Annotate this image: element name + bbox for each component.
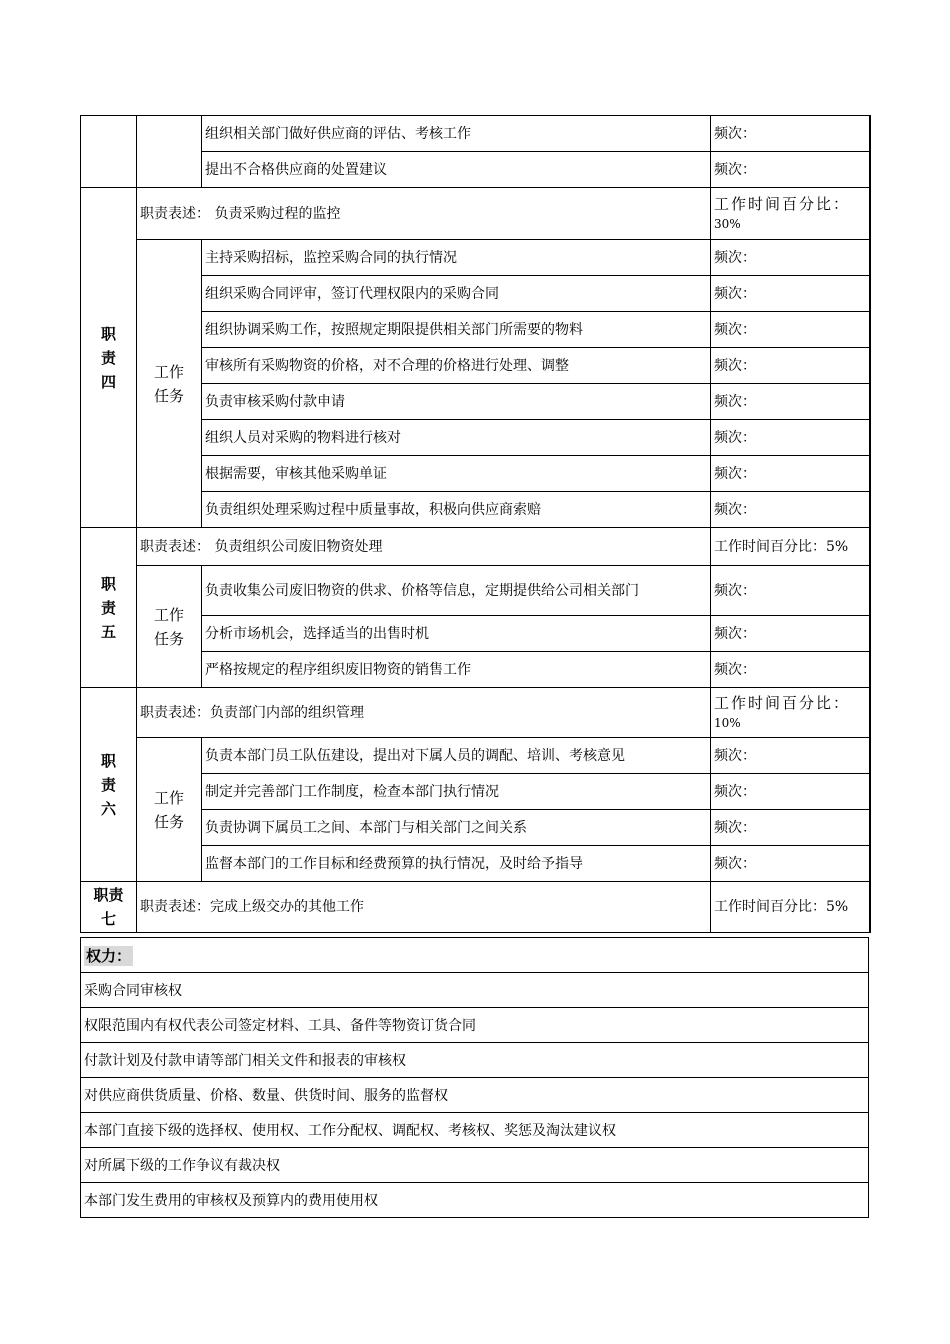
- label-char: 责: [100, 348, 116, 367]
- task-text: 负责收集公司废旧物资的供求、价格等信息，定期提供给公司相关部门: [202, 566, 711, 616]
- power-table: [80, 937, 869, 1218]
- table-row: [81, 938, 869, 973]
- table-row: [81, 116, 870, 152]
- task-text: 制定并完善部门工作制度，检查本部门执行情况: [202, 774, 711, 810]
- frequency-cell: 频次：: [711, 116, 870, 152]
- frequency-cell: 频次：: [711, 152, 870, 188]
- power-heading: [81, 938, 869, 973]
- frequency-cell: 频次：: [711, 240, 870, 276]
- label-char: 责: [100, 598, 116, 617]
- frequency-cell: 频次：: [711, 456, 870, 492]
- label-char: 职责: [93, 886, 124, 904]
- frequency-cell: 频次：: [711, 492, 870, 528]
- frequency-cell: 频次：: [711, 810, 870, 846]
- table-row: [81, 1113, 869, 1148]
- task-text: 负责审核采购付款申请: [202, 384, 711, 420]
- table-row: [81, 528, 870, 566]
- table-row: [81, 973, 869, 1008]
- table-row: [81, 1183, 869, 1218]
- duty6-time-ratio: [711, 688, 870, 738]
- table-row: [81, 566, 870, 616]
- label-char: 四: [100, 372, 116, 391]
- frequency-cell: 频次：: [711, 566, 870, 616]
- table-row: [81, 1043, 869, 1078]
- label-char: 职: [100, 574, 116, 593]
- task-text: 审核所有采购物资的价格，对不合理的价格进行处理、调整: [202, 348, 711, 384]
- task-text: 组织采购合同评审，签订代理权限内的采购合同: [202, 276, 711, 312]
- table-row: [81, 1008, 869, 1043]
- label-char: 五: [100, 622, 116, 641]
- task-text: 组织人员对采购的物料进行核对: [202, 420, 711, 456]
- frequency-cell: 频次：: [711, 774, 870, 810]
- power-item: 本部门直接下级的选择权、使用权、工作分配权、调配权、考核权、奖惩及淘汰建议权: [81, 1113, 869, 1148]
- table-row: [81, 738, 870, 774]
- task-label-line: 工作: [153, 788, 184, 807]
- power-item: 对所属下级的工作争议有裁决权: [81, 1148, 869, 1183]
- ratio-value: 30%: [714, 216, 741, 231]
- duty4-task-label: [137, 240, 202, 528]
- frequency-cell: 频次：: [711, 276, 870, 312]
- frequency-cell: 频次：: [711, 616, 870, 652]
- task-text: 监督本部门的工作目标和经费预算的执行情况，及时给予指导: [202, 846, 711, 882]
- duty6-task-label: [137, 738, 202, 882]
- ratio-label: 工作时间百分比：: [714, 693, 851, 712]
- task-label-line: 任务: [153, 812, 184, 831]
- duty5-task-label: [137, 566, 202, 688]
- table-row: [81, 240, 870, 276]
- ratio-label: 工作时间百分比：: [714, 194, 851, 213]
- task-label-line: 工作: [153, 362, 184, 381]
- duty7-label: [81, 882, 137, 933]
- duty4-time-ratio: [711, 188, 870, 240]
- table-row: [81, 1078, 869, 1113]
- power-title: 权力：: [86, 946, 132, 965]
- frequency-cell: 频次：: [711, 652, 870, 688]
- task-text: 提出不合格供应商的处置建议: [202, 152, 711, 188]
- power-item: 采购合同审核权: [81, 973, 869, 1008]
- power-item: 本部门发生费用的审核权及预算内的费用使用权: [81, 1183, 869, 1218]
- task-text: 负责本部门员工队伍建设，提出对下属人员的调配、培训、考核意见: [202, 738, 711, 774]
- frequency-cell: 频次：: [711, 738, 870, 774]
- duty3-task-cell: [137, 116, 202, 188]
- duty5-time-ratio: 工作时间百分比：5%: [711, 528, 870, 566]
- label-char: 职: [100, 324, 116, 343]
- task-text: 主持采购招标，监控采购合同的执行情况: [202, 240, 711, 276]
- label-char: 责: [100, 775, 116, 794]
- duty5-label: [81, 528, 137, 688]
- table-row: [81, 1148, 869, 1183]
- power-item: 付款计划及付款申请等部门相关文件和报表的审核权: [81, 1043, 869, 1078]
- duty4-description: 职责表述： 负责采购过程的监控: [137, 188, 711, 240]
- task-text: 负责协调下属员工之间、本部门与相关部门之间关系: [202, 810, 711, 846]
- frequency-cell: 频次：: [711, 348, 870, 384]
- label-char: 职: [100, 751, 116, 770]
- task-label-line: 工作: [153, 605, 184, 624]
- frequency-cell: 频次：: [711, 846, 870, 882]
- task-text: 分析市场机会，选择适当的出售时机: [202, 616, 711, 652]
- power-item: 权限范围内有权代表公司签定材料、工具、备件等物资订货合同: [81, 1008, 869, 1043]
- task-text: 负责组织处理采购过程中质量事故，积极向供应商索赔: [202, 492, 711, 528]
- frequency-cell: 频次：: [711, 384, 870, 420]
- duty-table: [80, 115, 871, 933]
- duty7-time-ratio: 工作时间百分比：5%: [711, 882, 870, 933]
- duty6-description: 职责表述：负责部门内部的组织管理: [137, 688, 711, 738]
- task-label-line: 任务: [153, 386, 184, 405]
- frequency-cell: 频次：: [711, 420, 870, 456]
- task-text: 根据需要，审核其他采购单证: [202, 456, 711, 492]
- task-label-line: 任务: [153, 629, 184, 648]
- task-text: 组织协调采购工作，按照规定期限提供相关部门所需要的物料: [202, 312, 711, 348]
- duty5-description: 职责表述： 负责组织公司废旧物资处理: [137, 528, 711, 566]
- duty3-label-cell: [81, 116, 137, 188]
- duty4-label: [81, 188, 137, 528]
- table-row: [81, 882, 870, 933]
- task-text: 组织相关部门做好供应商的评估、考核工作: [202, 116, 711, 152]
- label-char: 七: [100, 910, 116, 928]
- table-row: [81, 188, 870, 240]
- frequency-cell: 频次：: [711, 312, 870, 348]
- label-char: 六: [100, 799, 116, 818]
- duty6-label: [81, 688, 137, 882]
- ratio-value: 10%: [714, 715, 741, 730]
- task-text: 严格按规定的程序组织废旧物资的销售工作: [202, 652, 711, 688]
- duty7-description: 职责表述：完成上级交办的其他工作: [137, 882, 711, 933]
- power-item: 对供应商供货质量、价格、数量、供货时间、服务的监督权: [81, 1078, 869, 1113]
- table-row: [81, 688, 870, 738]
